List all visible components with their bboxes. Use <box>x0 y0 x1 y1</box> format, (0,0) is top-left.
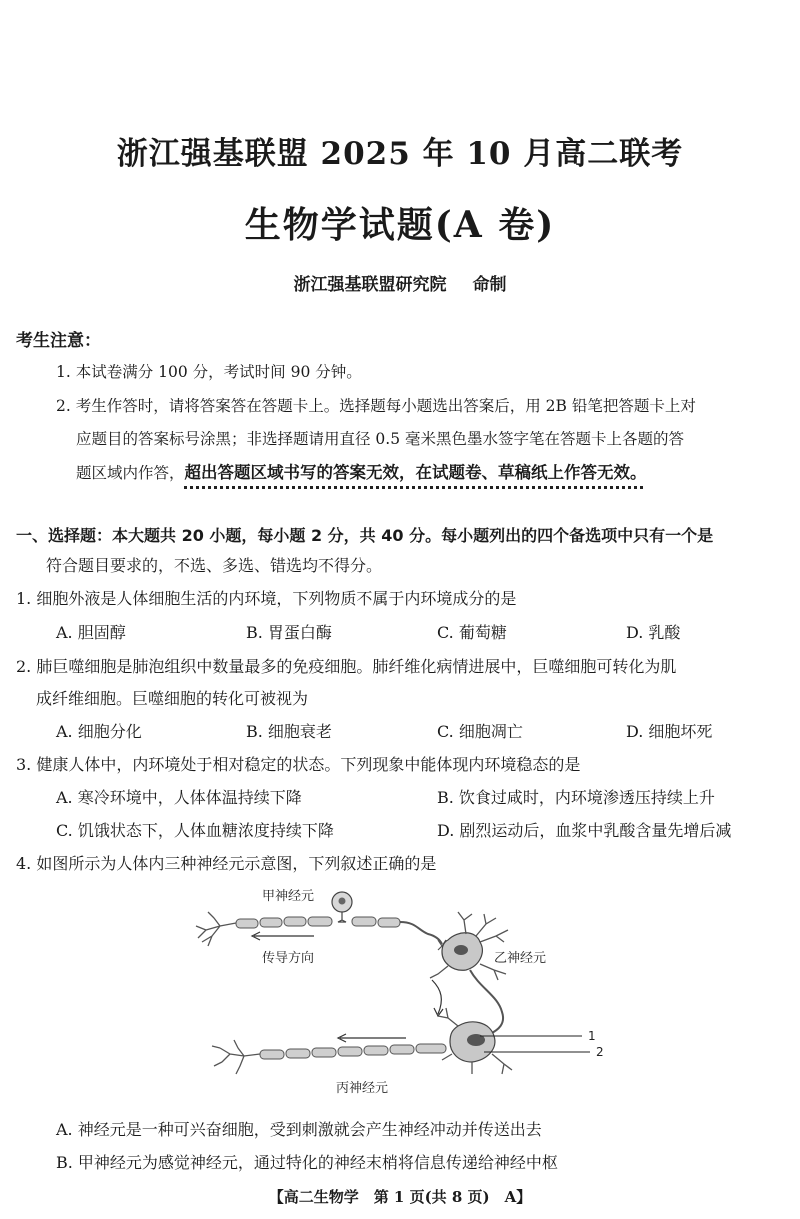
q1-option-d: D. 乳酸 <box>626 623 681 642</box>
label-bing: 丙神经元 <box>336 1081 389 1096</box>
notice-title: 考生注意： <box>16 331 101 351</box>
question-2-stem-line-1: 2. 肺巨噬细胞是肺泡组织中数量最多的免疫细胞。肺纤维化病情进展中，巨噬细胞可转化为肌 <box>16 657 677 676</box>
label-1: 1 <box>588 1029 596 1043</box>
q3-option-a: A. 寒冷环境中，人体体温持续下降 <box>56 788 302 807</box>
notice-emphasis: 超出答题区域书写的答案无效，在试题卷、草稿纸上作答无效。 <box>184 463 647 482</box>
notice-item-1: 1. 本试卷满分 100 分，考试时间 90 分钟。 <box>56 363 362 381</box>
q4-option-a: A. 神经元是一种可兴奋细胞，受到刺激就会产生神经冲动并传送出去 <box>56 1120 542 1139</box>
q2-option-c: C. 细胞凋亡 <box>437 722 523 741</box>
label-yi: 乙神经元 <box>494 951 547 966</box>
jia-axon-left <box>236 917 332 928</box>
author-line <box>0 270 800 295</box>
exam-subtitle: 生物学试题(A 卷) <box>244 204 556 246</box>
q1-option-b: B. 胃蛋白酶 <box>246 623 332 642</box>
jia-axon-right <box>352 917 400 927</box>
q3-option-b: B. 饮食过咸时，内环境渗透压持续上升 <box>437 788 715 807</box>
q3-option-c: C. 饥饿状态下，人体血糖浓度持续下降 <box>56 821 334 840</box>
author-role: 命制 <box>472 275 507 295</box>
notice-item-2-line-2: 应题目的答案标号涂黑；非选择题请用直径 0.5 毫米黑色墨水签字笔在答题卡上各题的答 <box>76 430 685 448</box>
page-footer: 【高二生物学 第 1 页(共 8 页) A】 <box>268 1188 532 1206</box>
q2-option-d: D. 细胞坏死 <box>626 722 713 741</box>
author-org: 浙江强基联盟研究院 <box>293 275 447 295</box>
neuron-diagram <box>180 878 650 1103</box>
question-2-stem-line-2: 成纤维细胞。巨噬细胞的转化可被视为 <box>36 689 309 708</box>
label-2: 2 <box>596 1045 604 1059</box>
bing-axon <box>260 1044 446 1059</box>
label-direction: 传导方向 <box>262 951 315 966</box>
jia-stem <box>338 912 346 922</box>
jia-dendrites <box>196 912 236 946</box>
jia-axon-terminal <box>400 922 442 944</box>
q1-option-a: A. 胆固醇 <box>56 623 126 642</box>
question-1-stem: 1. 细胞外液是人体细胞生活的内环境，下列物质不属于内环境成分的是 <box>16 589 517 608</box>
label-jia: 甲神经元 <box>262 889 315 904</box>
q1-option-c: C. 葡萄糖 <box>437 623 507 642</box>
q2-option-a: A. 细胞分化 <box>56 722 142 741</box>
exam-title: 浙江强基联盟 2025 年 10 月高二联考 <box>116 136 684 172</box>
question-3-stem: 3. 健康人体中，内环境处于相对稳定的状态。下列现象中能体现内环境稳态的是 <box>16 755 581 774</box>
bing-terminal-branches <box>212 1040 260 1074</box>
notice-item-2-line-3 <box>76 459 647 483</box>
section-1-heading: 一、选择题：本大题共 20 小题，每小题 2 分，共 40 分。每小题列出的四个备选项中只有一个是 <box>16 526 714 545</box>
q3-option-d: D. 剧烈运动后，血浆中乳酸含量先增后减 <box>437 821 732 840</box>
notice-item-2-prefix: 题区域内作答， <box>76 464 185 482</box>
direction-arrow-curve <box>432 980 441 1014</box>
section-1-heading-line-2: 符合题目要求的，不选、多选、错选均不得分。 <box>46 556 383 575</box>
notice-item-2-line-1: 2. 考生作答时，请将答案答在答题卡上。选择题每小题选出答案后，用 2B 铅笔把答题卡上对 <box>56 397 696 415</box>
yi-nucleus <box>454 945 468 955</box>
question-4-stem: 4. 如图所示为人体内三种神经元示意图，下列叙述正确的是 <box>16 854 437 873</box>
q4-option-b: B. 甲神经元为感觉神经元，通过特化的神经末梢将信息传递给神经中枢 <box>56 1153 558 1172</box>
q2-option-b: B. 细胞衰老 <box>246 722 332 741</box>
jia-nucleus <box>339 898 346 905</box>
